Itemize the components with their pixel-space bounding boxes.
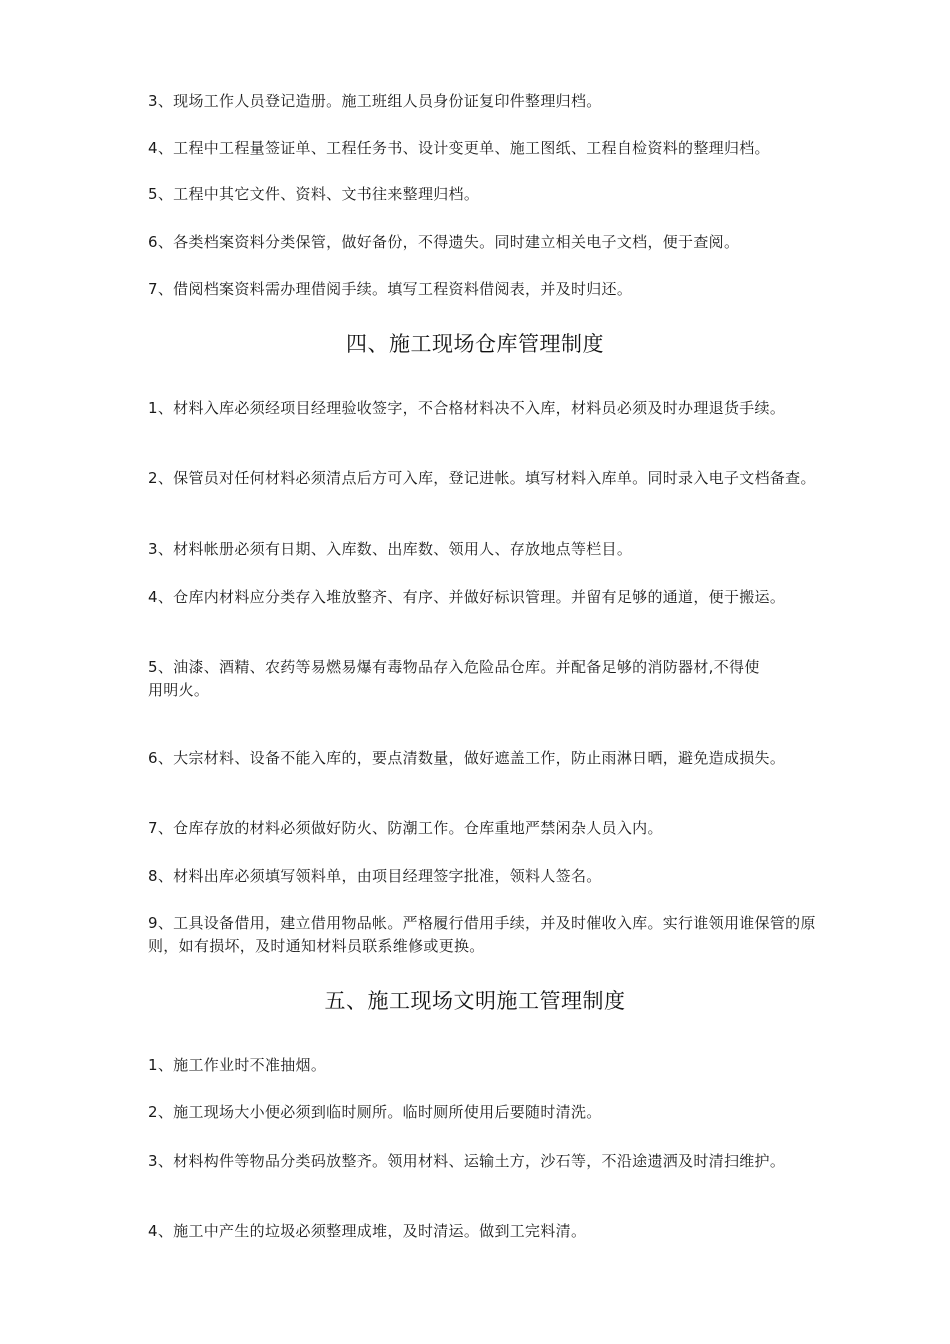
list-item-line: 用明火。 [148,681,210,699]
list-item: 3、材料构件等物品分类码放整齐。领用材料、运输土方，沙石等，不沿途遗洒及时清扫维护。 [148,1152,786,1170]
list-item: 7、借阅档案资料需办理借阅手续。填写工程资料借阅表，并及时归还。 [148,280,633,298]
list-item: 2、施工现场大小便必须到临时厕所。临时厕所使用后要随时清洗。 [148,1103,602,1121]
list-item: 4、工程中工程量签证单、工程任务书、设计变更单、施工图纸、工程自检资料的整理归档。 [148,139,770,157]
list-item: 2、保管员对任何材料必须清点后方可入库，登记进帐。填写材料入库单。同时录入电子文档备查。 [148,469,816,487]
list-item: 1、材料入库必须经项目经理验收签字，不合格材料决不入库，材料员必须及时办理退货手续。 [148,399,786,417]
list-item: 6、大宗材料、设备不能入库的，要点清数量，做好遮盖工作，防止雨淋日晒，避免造成损失。 [148,749,786,767]
section-heading: 四、施工现场仓库管理制度 [346,332,604,356]
list-item: 4、仓库内材料应分类存入堆放整齐、有序、并做好标识管理。并留有足够的通道，便于搬运。 [148,588,786,606]
section-heading: 五、施工现场文明施工管理制度 [324,989,626,1013]
list-item: 8、材料出库必须填写领料单，由项目经理签字批准，领料人签名。 [148,867,602,885]
list-item: 5、工程中其它文件、资料、文书往来整理归档。 [148,185,480,203]
list-item: 4、施工中产生的垃圾必须整理成堆，及时清运。做到工完料清。 [148,1222,587,1240]
list-item: 6、各类档案资料分类保管，做好备份，不得遗失。同时建立相关电子文档，便于查阅。 [148,233,740,251]
list-item: 3、材料帐册必须有日期、入库数、出库数、领用人、存放地点等栏目。 [148,540,633,558]
list-item: 1、施工作业时不准抽烟。 [148,1056,327,1074]
list-item: 3、现场工作人员登记造册。施工班组人员身份证复印件整理归档。 [148,92,602,110]
list-item-line: 5、油漆、酒精、农药等易燃易爆有毒物品存入危险品仓库。并配备足够的消防器材,不得使 [148,658,760,676]
list-item: 7、仓库存放的材料必须做好防火、防潮工作。仓库重地严禁闲杂人员入内。 [148,819,663,837]
list-item [148,656,838,702]
list-item: 9、工具设备借用，建立借用物品帐。严格履行借用手续，并及时催收入库。实行谁领用谁保管的原则，如有损坏，及时通知材料员联系维修或更换。 [148,914,816,955]
